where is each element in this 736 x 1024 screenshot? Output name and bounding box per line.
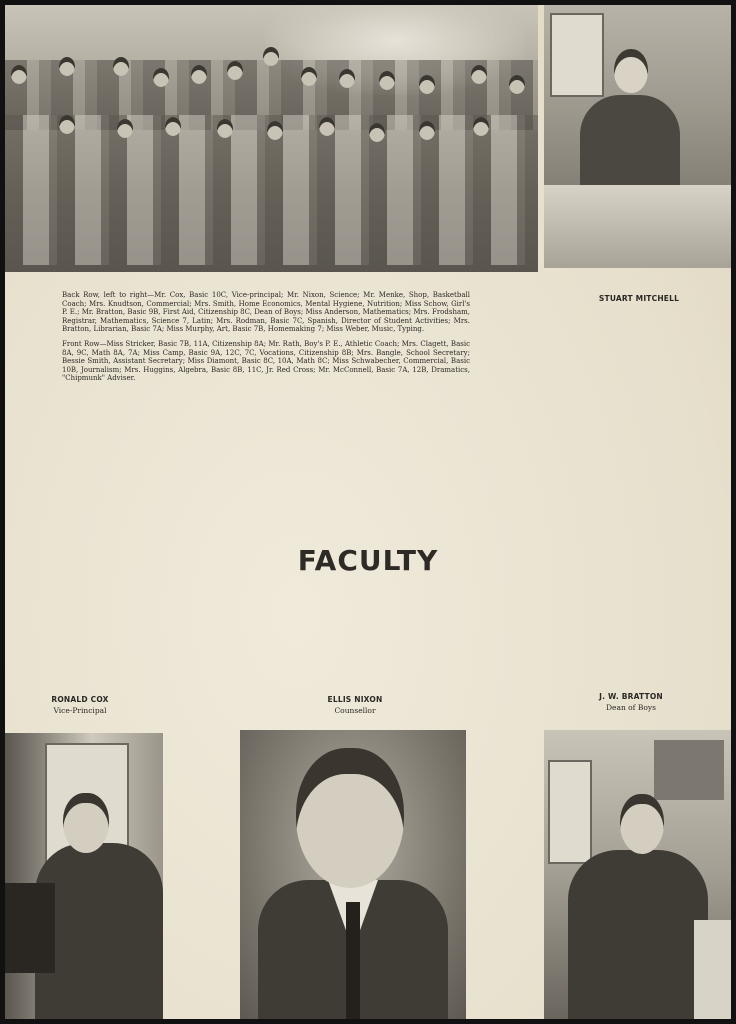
person-head (473, 117, 489, 136)
person-head (339, 69, 355, 88)
person-head (509, 75, 525, 94)
person-face (63, 793, 109, 853)
back-row-caption: Back Row, left to right—Mr. Cox, Basic 10C, Vice-principal; Mr. Nixon, Science; Mr. Menke, Shop, Basketball Coach; Mrs. Knudtson, Commercial; Mrs. Smith, Home Economics, Mental Hygiene, Nutrition; Miss Schow, Girl's P. E.; Mr. Bratton, Basic 9B, First Aid, Citizenship 8C, Dean of Boys; Miss Anderson, Mathematics; Mrs. Frodsham, Registrar, Mathematics, Science 7, Latin; Mrs. Rodman, Basic 7C, Spanish, Director of Student Activities; Mrs. Bratton, Librarian, Basic 7A; Miss Murphy, Art, Basic 7B, Homemaking 7; Miss Weber, Music, Typing. (62, 291, 470, 334)
necktie (346, 902, 360, 1019)
person-head (267, 121, 283, 140)
person-face (620, 794, 664, 854)
person-head (419, 75, 435, 94)
person-body (580, 95, 680, 190)
person-head (59, 115, 75, 134)
desk (694, 920, 731, 1019)
person-head (419, 121, 435, 140)
yearbook-page (5, 5, 731, 1019)
window (548, 760, 592, 864)
typewriter (5, 883, 55, 973)
cox-role-label: Vice-Principal (53, 706, 107, 715)
cox-name-label: RONALD COX (51, 695, 109, 704)
person-face (614, 49, 648, 93)
person-head (191, 65, 207, 84)
faculty-group-photo (5, 5, 538, 272)
person-head (471, 65, 487, 84)
person-head (217, 119, 233, 138)
window (550, 13, 604, 97)
group-photo-caption (62, 291, 470, 389)
person-head (319, 117, 335, 136)
person-head (301, 67, 317, 86)
jw-bratton-photo (544, 730, 731, 1019)
person-head (263, 47, 279, 66)
person-face (296, 748, 404, 888)
bratton-name-label: J. W. BRATTON (599, 692, 663, 701)
stuart-mitchell-photo (544, 5, 731, 268)
ronald-cox-photo (5, 733, 163, 1019)
person-head (379, 71, 395, 90)
person-suit (568, 850, 708, 1019)
person-head (113, 57, 129, 76)
bookshelf (654, 740, 724, 800)
person-head (59, 57, 75, 76)
bratton-role-label: Dean of Boys (606, 703, 656, 712)
nixon-role-label: Counsellor (334, 706, 376, 715)
mitchell-name-label: STUART MITCHELL (598, 294, 680, 303)
ellis-nixon-photo (240, 730, 466, 1019)
person-head (11, 65, 27, 84)
person-head (153, 68, 169, 87)
person-head (165, 117, 181, 136)
front-row-caption: Front Row—Miss Stricker, Basic 7B, 11A, Citizenship 8A; Mr. Rath, Boy's P. E., Athletic Coach; Mrs. Clagett, Basic 8A, 9C, Math 8A, 7A; Miss Camp, Basic 9A, 12C, 7C, Vocations, Citizenship 8B; Mrs. Bangle, School Secretary; Bessie Smith, Assistant Secretary; Miss Diamont, Basic 8C, 10A, Math 8C; Miss Schwabecher, Commercial, Basic 10B, Journalism; Mrs. Huggins, Algebra, Basic 8B, 11C, Jr. Red Cross; Mr. McConnell, Basic 7A, 12B, Dramatics, "Chipmunk" Adviser. (62, 339, 470, 383)
person-head (227, 61, 243, 80)
nixon-name-label: ELLIS NIXON (327, 695, 383, 704)
desk-with-papers (544, 185, 731, 268)
person-head (117, 119, 133, 138)
person-head (369, 123, 385, 142)
page-title: FACULTY (297, 544, 439, 577)
